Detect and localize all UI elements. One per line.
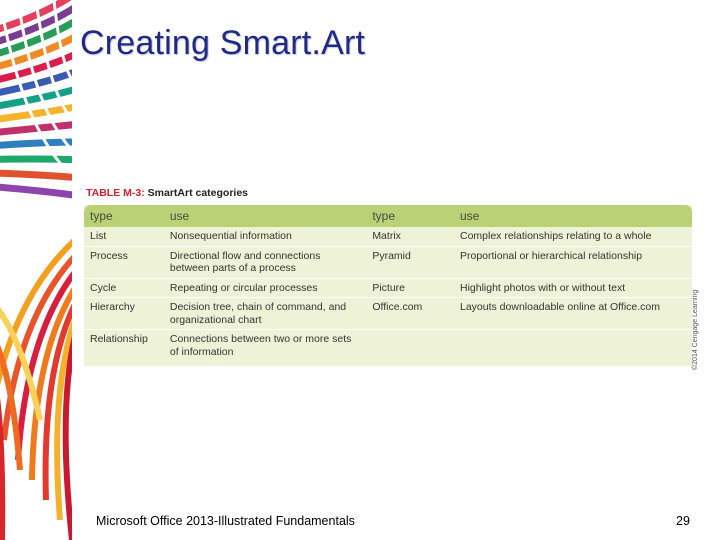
footer-text: Microsoft Office 2013-Illustrated Fundamentals <box>96 514 355 528</box>
cell-type: Matrix <box>366 227 454 246</box>
cell-type: Hierarchy <box>84 298 164 330</box>
cell-type <box>366 330 454 367</box>
slide-title: Creating Smart.Art <box>80 24 366 62</box>
cell-use: Layouts downloadable online at Office.com <box>454 298 692 330</box>
cell-type: List <box>84 227 164 246</box>
table-row <box>84 227 692 246</box>
table-header-row <box>84 205 692 227</box>
cell-use: Highlight photos with or without text <box>454 278 692 298</box>
table-row <box>84 278 692 298</box>
cell-type: Relationship <box>90 333 148 345</box>
header-type-1: type <box>84 205 164 227</box>
cell-type: Process <box>84 246 164 278</box>
cell-use: Directional flow and connections between parts of a process <box>164 246 366 278</box>
cell-use: Nonsequential information <box>164 227 366 246</box>
table-caption-number: TABLE M-3: <box>86 187 145 199</box>
copyright-credit: ©2014 Cengage Learning <box>692 289 699 370</box>
smartart-categories-table <box>84 205 692 366</box>
cell-type: Cycle <box>84 278 164 298</box>
cell-type: Pyramid <box>366 246 454 278</box>
cell-use: Complex relationships relating to a whole <box>454 227 692 246</box>
cell-type: Picture <box>366 278 454 298</box>
table-row <box>84 330 692 367</box>
cell-use: Decision tree, chain of command, and organizational chart <box>164 298 366 330</box>
header-use-2: use <box>454 205 692 227</box>
table-caption-text: SmartArt categories <box>144 187 249 199</box>
cell-use: Connections between two or more sets of information <box>169 333 352 358</box>
table-row <box>84 246 692 278</box>
table-caption <box>86 187 694 199</box>
decorative-stripes-graphic <box>0 0 72 540</box>
header-use-1: use <box>164 205 366 227</box>
cell-use <box>454 330 692 367</box>
cell-type: Office.com <box>366 298 454 330</box>
cell-use: Repeating or circular processes <box>164 278 366 298</box>
smartart-categories-table-figure <box>84 187 694 369</box>
header-type-2: type <box>366 205 454 227</box>
table-row <box>84 298 692 330</box>
page-number: 29 <box>676 514 690 528</box>
cell-use: Proportional or hierarchical relationship <box>454 246 692 278</box>
